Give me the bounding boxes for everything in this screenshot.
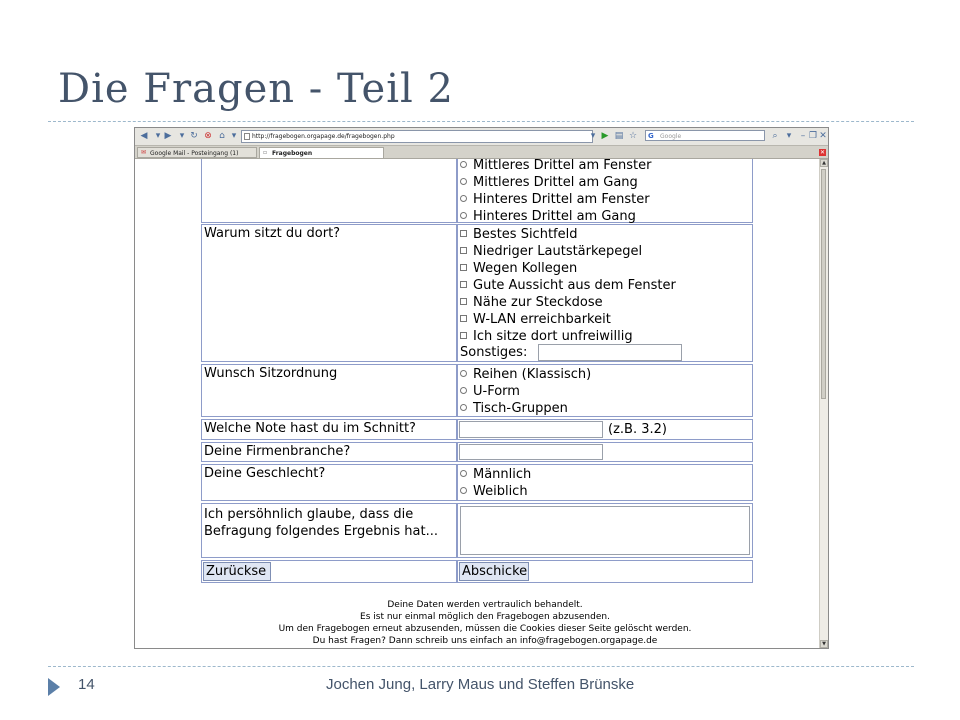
why-option[interactable]: W-LAN erreichbarkeit (460, 311, 611, 328)
branch-label: Deine Firmenbranche? (204, 444, 351, 459)
checkbox[interactable] (460, 315, 467, 322)
gender-options-cell (457, 464, 753, 501)
close-icon[interactable]: ✕ (819, 131, 827, 141)
search-icon[interactable]: ⌕ (772, 131, 778, 141)
search-input[interactable] (645, 130, 765, 141)
tab-bar (135, 146, 828, 159)
seat-option[interactable]: Mittleres Drittel am Gang (460, 174, 638, 191)
radio-button[interactable] (460, 195, 467, 202)
why-option[interactable]: Wegen Kollegen (460, 260, 577, 277)
seat-option[interactable]: Mittleres Drittel am Fenster (460, 159, 651, 174)
checkbox[interactable] (460, 332, 467, 339)
why-options-cell (457, 224, 753, 362)
grade-label: Welche Note hast du im Schnitt? (204, 421, 416, 436)
minimize-icon[interactable]: – (800, 131, 806, 141)
other-input[interactable] (538, 344, 682, 361)
tab-label: Fragebogen (272, 150, 313, 157)
arrangement-options-cell (457, 364, 753, 417)
seat-label-cell (201, 159, 457, 223)
url-text: http://fragebogen.orgapage.de/fragebogen.php (252, 133, 395, 140)
page-icon (244, 133, 250, 140)
gender-option[interactable]: Weiblich (460, 483, 528, 500)
tab-label: Google Mail - Posteingang (1) (150, 150, 239, 157)
seat-options-cell (457, 159, 753, 223)
notice-line: Es ist nur einmal möglich den Fragebogen abzusenden. (360, 612, 610, 622)
arrangement-label-cell (201, 364, 457, 417)
scroll-thumb[interactable] (821, 169, 826, 399)
vertical-scrollbar[interactable] (819, 159, 828, 648)
belief-input-cell (457, 503, 753, 558)
checkbox[interactable] (460, 230, 467, 237)
tab-google-mail[interactable] (137, 147, 257, 158)
gender-option[interactable]: Männlich (460, 466, 531, 483)
footer-arrow-icon (48, 678, 60, 696)
belief-label-cell (201, 503, 457, 558)
history-dropdown-icon[interactable]: ▾ (155, 131, 161, 141)
forward-dropdown-icon[interactable]: ▾ (179, 131, 185, 141)
grade-label-cell (201, 419, 457, 440)
grade-hint: (z.B. 3.2) (608, 422, 667, 437)
notice-line: Deine Daten werden vertraulich behandelt. (387, 600, 583, 610)
branch-label-cell (201, 442, 457, 462)
checkbox[interactable] (460, 247, 467, 254)
gmail-icon: ✉ (141, 149, 147, 156)
radio-button[interactable] (460, 404, 467, 411)
submit-button[interactable]: Abschicke (459, 562, 529, 581)
other-label: Sonstiges: (460, 345, 528, 360)
checkbox[interactable] (460, 264, 467, 271)
seat-option[interactable]: Hinteres Drittel am Gang (460, 208, 636, 225)
notice-line: Du hast Fragen? Dann schreib uns einfach an info@fragebogen.orgapage.de (312, 636, 658, 646)
grade-input[interactable] (459, 421, 603, 438)
radio-button[interactable] (460, 470, 467, 477)
radio-button[interactable] (460, 212, 467, 219)
search-placeholder: Google (660, 133, 682, 140)
why-option[interactable]: Gute Aussicht aus dem Fenster (460, 277, 676, 294)
radio-button[interactable] (460, 178, 467, 185)
submit-button-cell (457, 560, 753, 583)
why-label: Warum sitzt du dort? (204, 226, 341, 241)
arrangement-option[interactable]: U-Form (460, 383, 520, 400)
gender-label-cell (201, 464, 457, 501)
page-icon: ▫ (263, 149, 268, 156)
radio-button[interactable] (460, 487, 467, 494)
belief-label-line2: Befragung folgendes Ergebnis hat... (204, 524, 438, 539)
title-divider (48, 121, 914, 122)
radio-button[interactable] (460, 161, 467, 168)
slide-title: Die Fragen - Teil 2 (58, 66, 454, 112)
url-dropdown-icon[interactable]: ▾ (590, 131, 596, 141)
why-label-cell (201, 224, 457, 362)
branch-input-cell (457, 442, 753, 462)
arrangement-option[interactable]: Tisch-Gruppen (460, 400, 568, 417)
why-option[interactable]: Niedriger Lautstärkepegel (460, 243, 642, 260)
footer-authors: Jochen Jung, Larry Maus und Steffen Brünske (326, 676, 635, 693)
stop-icon[interactable]: ⊗ (204, 131, 212, 141)
why-option[interactable]: Ich sitze dort unfreiwillig (460, 328, 633, 345)
tab-fragebogen[interactable] (259, 147, 384, 158)
why-option[interactable]: Nähe zur Steckdose (460, 294, 603, 311)
home-dropdown-icon[interactable]: ▾ (231, 131, 237, 141)
google-logo-icon: G (648, 132, 654, 140)
rss-icon[interactable]: ▤ (614, 131, 624, 141)
checkbox[interactable] (460, 298, 467, 305)
browser-toolbar (135, 128, 828, 146)
scroll-up-icon[interactable]: ▲ (820, 159, 828, 167)
radio-button[interactable] (460, 387, 467, 394)
bookmark-icon[interactable]: ☆ (628, 131, 638, 141)
forward-arrow-icon[interactable]: ▶ (164, 131, 172, 141)
back-arrow-icon[interactable]: ◀ (140, 131, 148, 141)
reload-icon[interactable]: ↻ (190, 131, 198, 141)
page-content (135, 159, 820, 648)
arrangement-label: Wunsch Sitzordnung (204, 366, 338, 381)
radio-button[interactable] (460, 370, 467, 377)
scroll-down-icon[interactable]: ▼ (820, 640, 828, 648)
arrangement-option[interactable]: Reihen (Klassisch) (460, 366, 591, 383)
why-option[interactable]: Bestes Sichtfeld (460, 226, 577, 243)
page-number: 14 (78, 676, 95, 693)
notice-line: Um den Fragebogen erneut abzusenden, müssen die Cookies dieser Seite gelöscht werden. (278, 624, 692, 634)
back-button[interactable]: Zurückse (203, 562, 271, 581)
home-icon[interactable]: ⌂ (219, 131, 225, 141)
belief-textarea[interactable] (460, 506, 750, 555)
belief-label-line1: Ich persöhnlich glaube, dass die (204, 507, 414, 522)
grade-input-cell (457, 419, 753, 440)
go-icon[interactable]: ▶ (601, 131, 609, 141)
footer-divider (48, 666, 914, 667)
restore-icon[interactable]: ❐ (808, 131, 818, 141)
checkbox[interactable] (460, 281, 467, 288)
browser-window (134, 127, 829, 649)
address-bar[interactable] (241, 130, 593, 143)
gender-label: Deine Geschlecht? (204, 466, 326, 481)
tab-close-icon[interactable]: ✕ (819, 149, 826, 156)
search-dropdown-icon[interactable]: ▾ (786, 131, 792, 141)
seat-option[interactable]: Hinteres Drittel am Fenster (460, 191, 650, 208)
back-button-cell (201, 560, 457, 583)
branch-input[interactable] (459, 444, 603, 460)
